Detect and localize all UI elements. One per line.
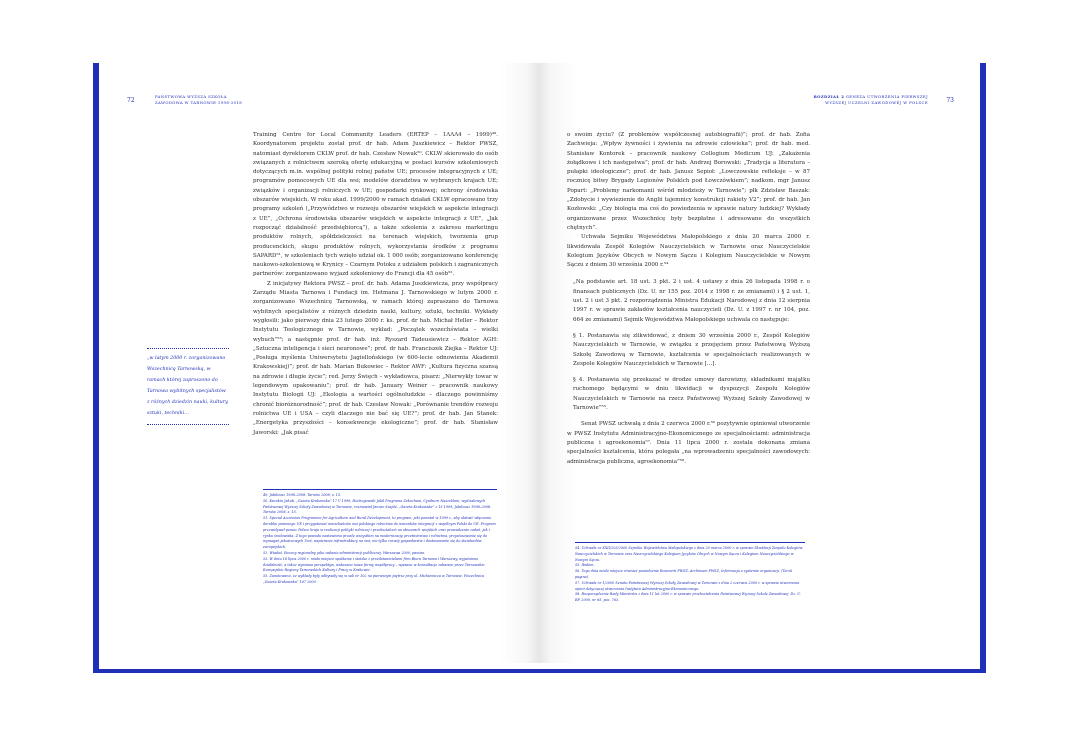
chapter-title-part1: GENEZA UTWORZENIA PIERWSZEJ — [845, 94, 928, 99]
quote-paragraph-2: § 1. Postanawia się zlikwidować, z dniem 30 września 2000 r., Zespół Kolegiów Nauczycielskich w Tarnowie, w związku z przejęciem przez Państwową Wyższą Szkołę Zawodową w Tarnowie, kształcenia w specjalnościach realizowanych w Zespole Kolegiów Nauczycielskich w Tarnowie […]. — [573, 332, 810, 367]
left-body-text — [253, 131, 498, 438]
right-footnote-55: 55. Ibidem. — [575, 563, 595, 568]
right-footnote-58: 58. Rozporządzenie Rady Ministrów z dnia 11 lut 2000 r. w sprawie przekształcenia Państwowej Wyższej Szkole Zawodowej. Dz. U. RP. 2000, nr 65, poz. 763. — [575, 592, 801, 603]
book-cover-edge-bottom — [93, 669, 986, 673]
left-footnote-50: 50. Kurakin Jakub, „Gazeta Krakowska” 17 V 1999; Hochegowski Jakil Programa Zakochani, Cyniburn Naszeklam, wydziałowych Państwowej Wyższej Szkoły Zawodowej w Tarnowie, rozmawiał Janusz Szajda, „Gazeta Krakowska” z 15 1999; Jubileusz 1998–2008. Tarnów 2008, s. 15. — [263, 498, 492, 515]
left-running-head-line1: PAŃSTWOWA WYŻSZA SZKOŁA — [155, 94, 227, 99]
right-footnote-57: 57. Uchwała nr 1/2000 Senatu Państwowej Wyższej Szkoły Zawodowej w Tarnowie z dnia 2 czerwca 2000 r. w sprawie utworzenia opinii dotyczącej utworzenia Instytutu Administracyjno-Ekonomicznego. — [575, 580, 800, 591]
right-footnote-56: 56. Tego dnia miało miejsce również posiedzenie Rosenerii PWSZ. Archiwum PWSZ, Informacja o systemie organizacji. (Teczk pagina). — [575, 569, 793, 579]
right-paragraph-2: Uchwała Sejmiku Województwa Małopolskiego z dnia 20 marca 2000 r. likwidowała Zespół Kolegiów Nauczycielskich w Tarnowie oraz Nauczycielskie Kolegium Języków Obcych w Nowym Sączu i Kolegium Nauczycielskie w Nowym Sączu z dniem 30 września 2000 r.⁵⁴ — [567, 234, 810, 269]
open-book — [93, 63, 986, 671]
right-footnotes — [575, 542, 805, 604]
left-page-number: 72 — [127, 97, 135, 104]
right-paragraph-1: o swoim życiu? (Z problemów współczesnej autobiografii)”; prof. dr hab. Zofia Zachwieja: „Wpływ żywności i żywienia na zdrowie człowieka”; prof. dr hab. med. Stanisław Kontorek – pracownik naukowy Collegium Medicum UJ: „Zakażenia żołądkowe i ich następstwa”; prof. dr hab. Andrzej Borowski: „Tradycja a literatura – pułapki ideologiczne”; prof. dr hab. Janusz Sepioł: „Lowczowskie refleksje – w 87 rocznicę bitwy Brygady Legionów Polskich pod Łowczówkiem”; nadkom. mgr Janusz Popart: „Problemy narkomanii wśród młodzieży w Tarnowie”; płk Zdzisław Baszak: „Zdobycie i wywiezienie do Anglii tajemnicy konstrukcji rakiety V2”; prof. dr hab. Jan Kozłowski: „Czy biologia ma coś do powiedzenia w sprawie natury ludzkiej? Wykłady organizowane przez Wszechnicę były bezpłatne i adresowane do wszystkich chętnych”. — [567, 132, 810, 231]
quote-paragraph-3: § 4. Postanawia się przekazać w drodze umowy darowizny, składnikami majątku ruchomego będącymi w dniu likwidacji w dyspozycji Zespołu Kolegiów Nauczycielskich w Tarnowie na rzecz Państwowej Wyższej Szkoły Zawodowej w Tarnowie”⁵⁵. — [573, 377, 810, 412]
right-running-head-line2: WYŻSZEJ UCZELNI ZAWODOWEJ W POLSCE — [825, 99, 928, 105]
left-footnote-49: 49. Jubileusz 1998–2008. Tarnów 2008, s. 15. — [263, 493, 342, 497]
right-paragraph-3: Senat PWSZ uchwałą z dnia 2 czerwca 2000 r.⁵⁶ pozytywnie opiniował utworzenie w PWSZ Instytutu Administracyjno-Ekonomicznego ze specjalnościami: administracja publiczna i agroekonomia⁵⁷. Dnia 11 lipca 2000 r. została dokonana zmiana specjalności kształcenia, która polegała „na wprowadzeniu specjalności zawodowych: administracja publiczna, agroekonomia”⁵⁸. — [567, 421, 810, 465]
left-paragraph-1: Training Centre for Local Community Leaders (ERTEP – 1ΛΛΛ4 – 1999)⁴⁹. Koordynatorem projektu został prof. dr hab. Adam Juszkiewicz – Rektor PWSZ, natomiast dyrektorem CKLW prof. dr hab. Czesław Nowak⁵⁰. CKLW skierowało do osób związanych z rolnictwem szeroką ofertę edukacyjną w postaci kursów szkoleniowych dotyczących m.in. wspólnej polityki rolnej państw UE; procesów integracyjnych z UE; programów pomocowych UE dla wsi; modelów doradztwa w wybranych krajach UE; związków i organizacji rolniczych w UE; gospodarki rynkowej; ochrony środowiska obszarów wiejskich. W roku akad. 1999/2000 w ramach działań CKLW opracowano trzy programy szkoleń („Przywództwo w rozwoju obszarów wiejskich w aspekcie integracji z UE”, „Ochrona środowiska obszarów wiejskich w aspekcie integracji z UE”, „Jak rozpocząć działalność przedsiębiorcą”), a także szkolenia z zakresu marketingu produktów rolnych, spółdzielczości na terenach wiejskich, tworzenia grup producenckich, skupu produktów rolnych, wykorzystania środków z programu SAPARD⁵¹, w szkoleniach tych wzięło udział ok. 1 000 osób; zorganizowano konferencję naukowo-szkoleniową w Krynicy – Czarnym Potoku z udziałem polskich i zagranicznych partnerów: zorganizowano wyjazd szkoleniowy do Francji dla 45 osób⁵². — [253, 132, 498, 278]
left-paragraph-2: Z inicjatywy Rektora PWSZ – prof. dr. hab. Adama Juszkiewicza, przy współpracy Zarządu Miasta Tarnowa i Fundacji im. Hetmana J. Tarnowskiego w lutym 2000 r. zorganizowano Wszechnicę Tarnowską, w ramach której zapraszano do Tarnowa wybitnych specjalistów z różnych dziedzin nauki, kultury, sztuki, techniki. Wykłady wygłosili: jako pierwszy dnia 23 lutego 2000 r. ks. prof. dr hab. Michał Heller – Rektor Instytutu Teologicznego w Tarnowie, wykład: „Początek wszechświata – wielki wybuch”⁵³; a następnie prof. dr hab. inż. Ryszard Tadeusiewicz – Rektor AGH: „Sztuczna inteligencja i sieci neuronowe”; prof. dr hab. Franciszek Ziejka – Rektor UJ: „Posługa myślenia Uniwersytetu Jagiellońskiego (w 600-lecie odnowienia Akademii Krakowskiej)”; prof. dr hab. Marian Bukowiec – Rektor AWF: „Kultura fizyczna szansą na zdrowie i długie życie”; red. Jerzy Święch – wykładowca, pisarz: „Nierwykły towar w legendowym opakowaniu”; prof. dr hab. January Weiner – pracownik naukowy Instytutu Biologii UJ: „Ekologia a wartości ogólnoludzkie – dlaczego powinniśmy chronić bioróżnorodność”; prof. dr hab. Czesław Nowak: „Porównanie trendów rozwoju rolnictwa UE i USA – czyli dlaczego nie bać się UE?”; prof. dr hab. Jan Stanek: „Energetyka przyszłości – konsekwencje ekologiczne”; prof. dr hab. Stanisław Jaworski: „Jak pisać — [253, 280, 498, 436]
sidebar-pull-quote: „w latym 2000 r. zorganizowano Wszechnicę Tarnowską, w ramach której zaproszono do Tarnowa wybitnych specjalistów z różnych dziedzin nauki, kultury, sztuki, techniki… — [147, 348, 229, 425]
chapter-label: ROZDZIAŁ 2 — [813, 94, 845, 99]
left-running-head-line2: ZAWODOWA W TARNOWIE 1998-2018 — [155, 99, 243, 105]
right-running-head — [814, 94, 928, 105]
left-footnote-53: 53. W dniu 16 lipca 2000 r. miało miejsce spotkanie i stoisko z przedstawicielami firm Biura Tarnowa i Warszawy, wyjaśniono działalność, a także wymiana perspektyw, wskazano nowe formy współpracy – wpisane w konsultacje zabawne przez Tarnowskie Europejskie Regiony Tarnowskich Kultury i Pracy w Krakowie. — [263, 556, 485, 573]
right-running-head-line1 — [814, 94, 928, 100]
right-page-number: 73 — [946, 97, 954, 104]
resolution-quote — [567, 278, 810, 413]
right-page — [539, 63, 980, 663]
left-footnote-55: 55. Zanotowano, że wykłady były odbywały się w sali nr 102 na pierwszym piętrze przy ul. Mickiewicza w Tarnowie. Wszechnica „Gazeta Krakowska” 167 2000. — [263, 574, 485, 584]
left-footnote-52: 52. Wiadoś. Roczny regionalny jako zadanie administracji publicznej. Warszawa 2000, passim. — [263, 550, 426, 555]
left-footnote-51: 51. Special Accession Programme for Agriculture and Rural Development, to program, jaki powstał w 1999 r., aby ułatwić włączenie dorobku prawnego UE i przygotować mieszkańców wsi polskiego rolnictwa do warunków integracji z wspólnym Polski do UE. Program przewidywał pomoc Polsce kraju w realizacji polityki rolniczej i przekształceń na obszarach wiejskich oraz prowadzenie zadań, jak i rynku środowiska. Z tego powodu nastawiono przede wszystkim na modernizację przetwórstwa i rolnictwa, przystosowanie się do wymagań jakościowych Unii, wspieranie infrastruktury na wsi; nie tylko rozwój gospodarstw i dostosowanie się do standardów europejskich. — [263, 516, 496, 550]
left-page — [99, 63, 540, 663]
right-body-text — [567, 131, 810, 467]
book-cover-edge-right — [980, 63, 986, 671]
left-footnotes — [263, 489, 497, 586]
right-footnote-54: 54. Uchwała nr XXII/203/2000 Sejmiku Województwa Małopolskiego z dnia 20 marca 2000 r. w sprawie likwidacji Zespołu Kolegiów Nauczycielskich w Tarnowie oraz Nauczycielskiego Kolegium Języków Obcych w Nowym Sączu i Kolegium Nauczycielskiego w Nowym Sączu. — [575, 546, 803, 562]
left-running-head — [155, 94, 242, 105]
quote-paragraph-1: „Na podstawie art. 18 ust. 3 pkt. 2 i ust. 4 ustawy z dnia 26 listopada 1998 r. o finansach publicznych (Dz. U. nr 155 poz. 2014 z 1998 r. ze zmianami) i § 2 ust. 1, ust. 2 i ust 3 pkt. 2 rozporządzenia Ministra Edukacji Narodowej z dnia 12 sierpnia 1997 r. w sprawie zakładów kształcenia nauczycieli (Dz. U. z 1997 r. nr 104, poz. 664 ze zmianami) Sejmik Województwa Małopolskiego uchwala co następuje: — [573, 279, 810, 323]
